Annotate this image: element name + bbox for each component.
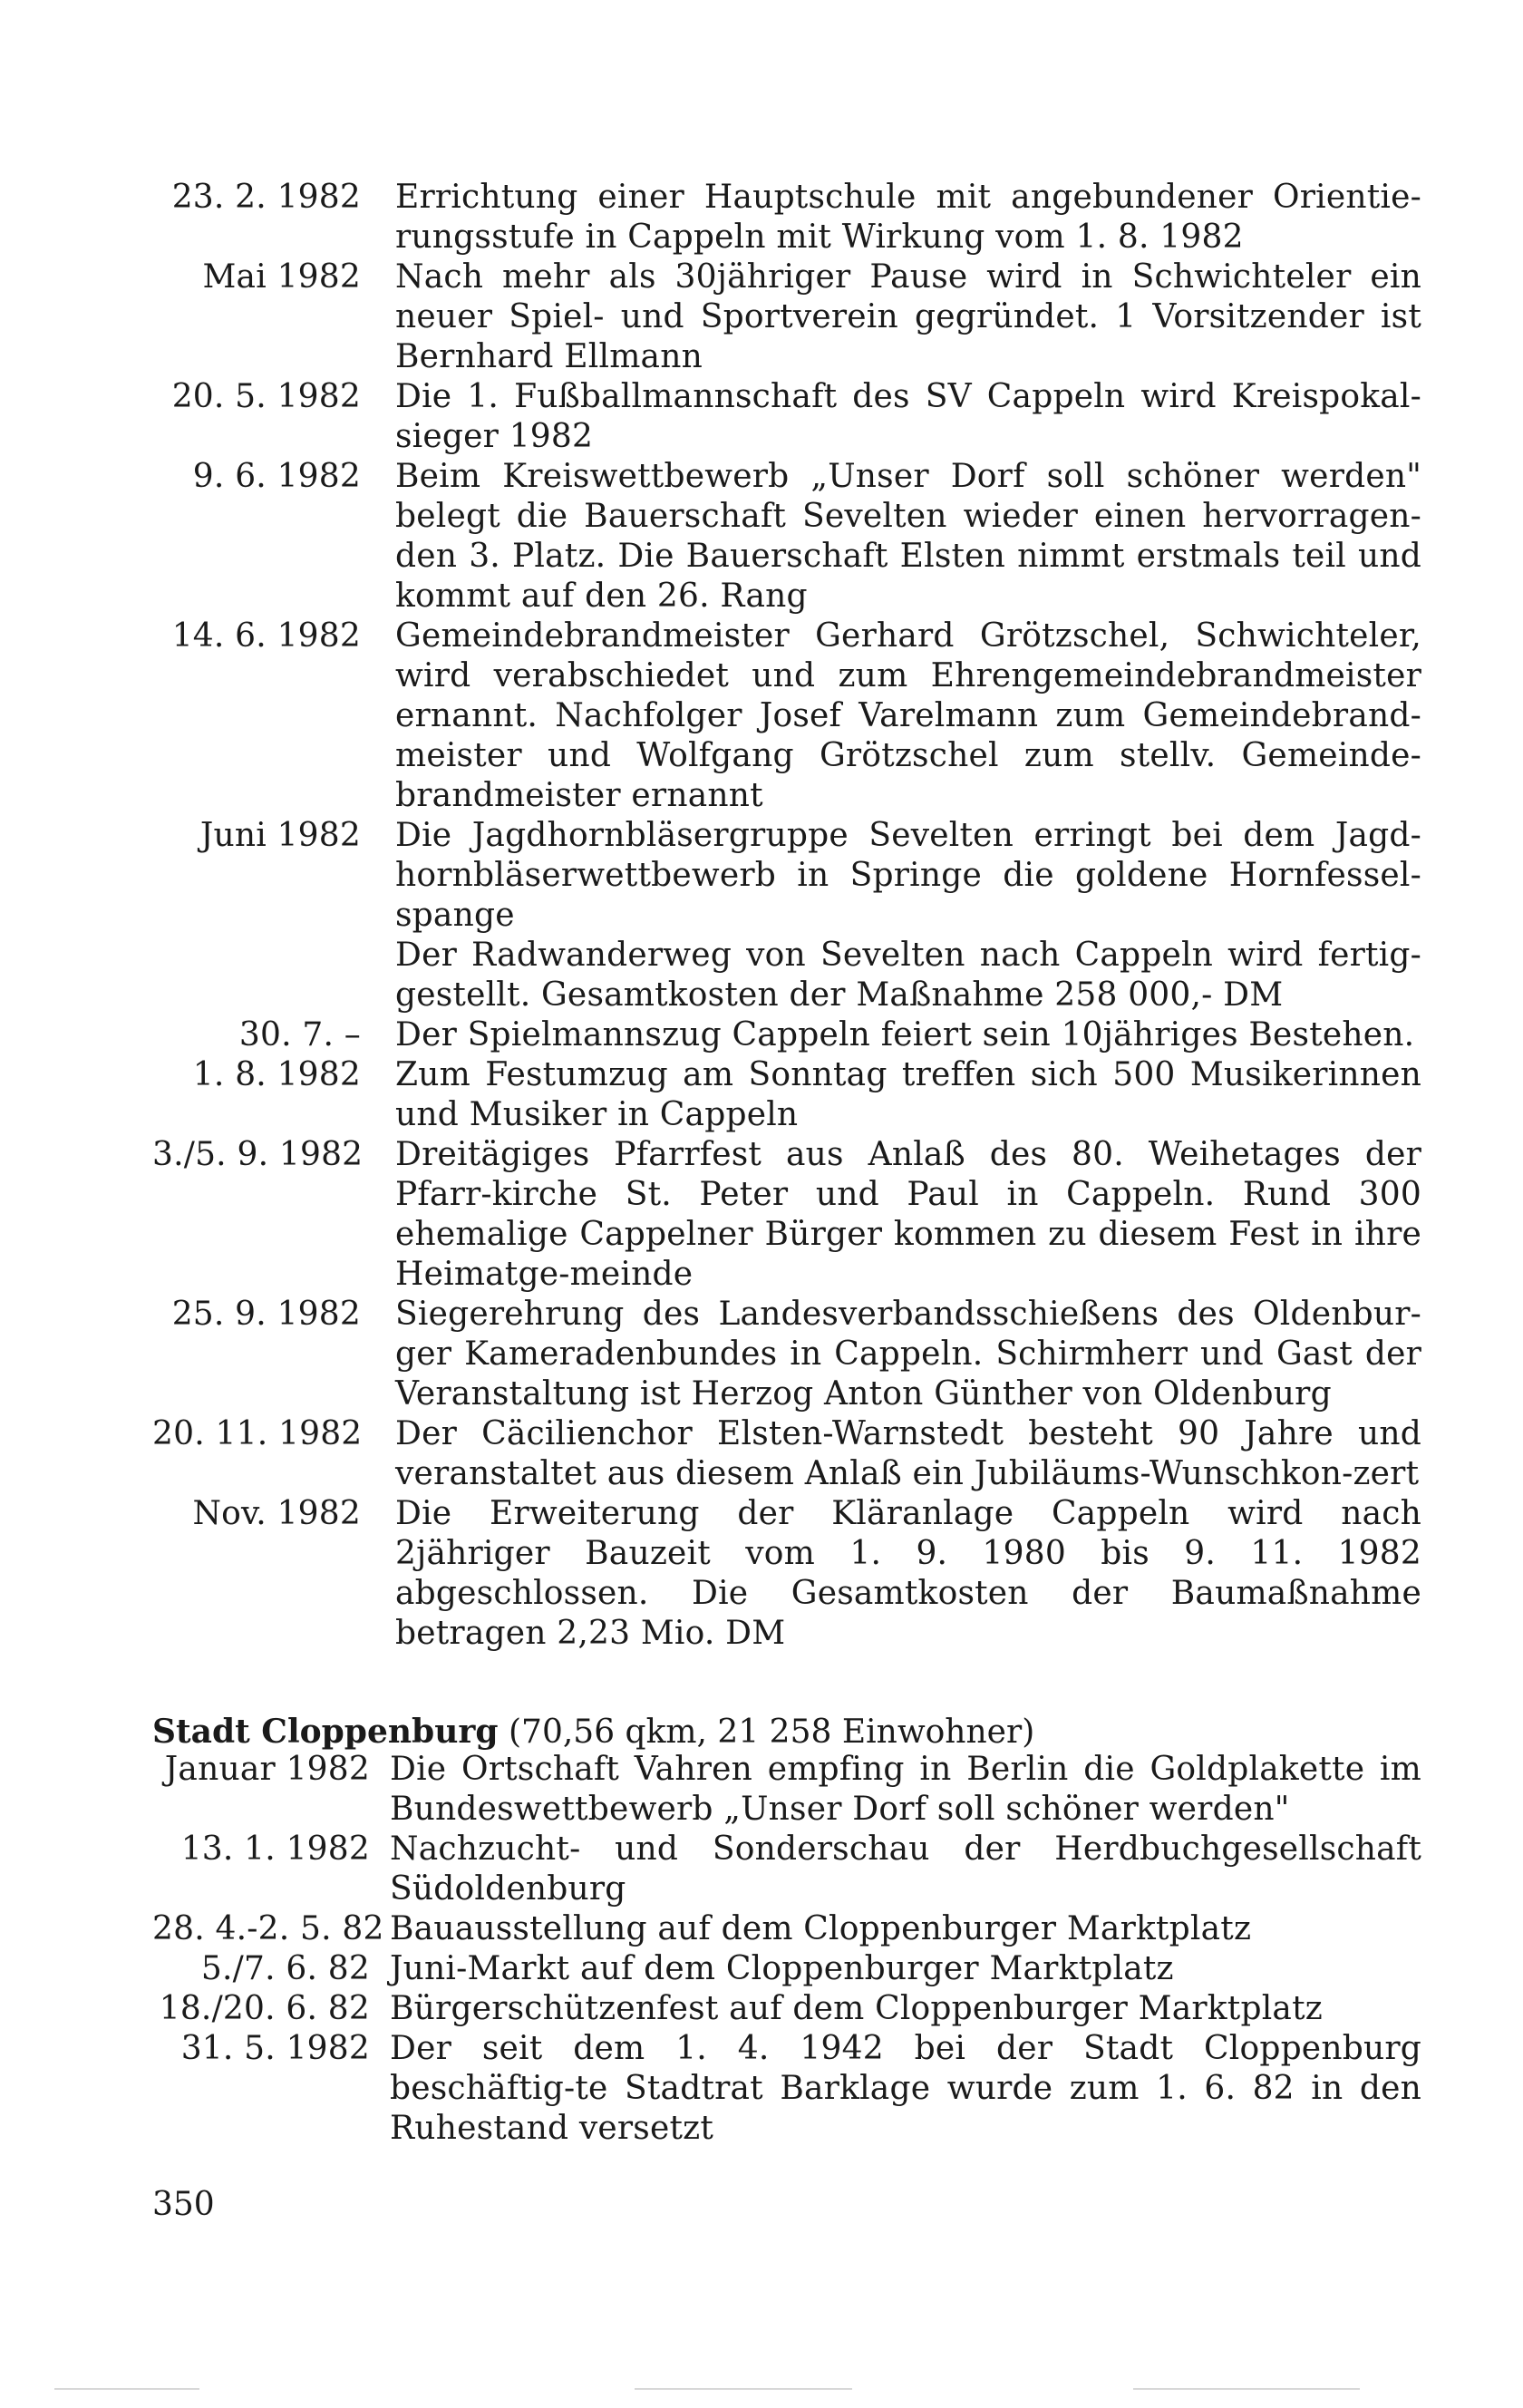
chronicle-entry — [152, 178, 1421, 257]
section-heading — [152, 1712, 1034, 1753]
section-heading-details: (70,56 qkm, 21 258 Einwohner) — [509, 1714, 1035, 1751]
entry-date: Juni 1982 — [199, 817, 361, 854]
entry-date: 20. 11. 1982 — [152, 1415, 363, 1452]
entry-text: Zum Festumzug am Sonntag treffen sich 500 Musikerinnen und Musiker in Cappeln — [395, 1056, 1421, 1133]
entry-text: Dreitägiges Pfarrfest aus Anlaß des 80. Weihetages der Pfarr-kirche St. Peter und Paul in Cappeln. Rund 300 ehemalige Cappelner Bürger kommen zu diesem Fest in ihre Heimatge-meinde — [395, 1136, 1421, 1293]
entry-text: Juni-Markt auf dem Cloppenburger Marktplatz — [390, 1950, 1174, 1987]
page-number: 350 — [152, 2186, 215, 2223]
entry-text: Bauausstellung auf dem Cloppenburger Marktplatz — [390, 1910, 1252, 1947]
chronicle-entry — [152, 1414, 1421, 1494]
entry-text: Der seit dem 1. 4. 1942 bei der Stadt Cloppenburg beschäftig-te Stadtrat Barklage wurde zum 1. 6. 82 in den Ruhestand versetzt — [390, 2030, 1421, 2147]
entry-date: 28. 4.-2. 5. 82 — [152, 1910, 384, 1947]
chronicle-entry — [152, 1494, 1421, 1654]
chronicle-list-cloppenburg — [152, 1750, 1421, 2149]
entry-text: Nachzucht- und Sonderschau der Herdbuchgesellschaft Südoldenburg — [390, 1830, 1421, 1908]
entry-date: 25. 9. 1982 — [171, 1296, 361, 1333]
scan-edge-rule — [1133, 2388, 1360, 2390]
entry-date: 18./20. 6. 82 — [159, 1990, 370, 2027]
chronicle-entry — [152, 1015, 1421, 1055]
entry-text: Siegerehrung des Landesverbandsschießens des Oldenbur-ger Kameradenbundes in Cappeln. Schirmherr und Gast der Veranstaltung ist Herzog Anton Günther von Oldenburg — [395, 1296, 1421, 1413]
entry-text: Bürgerschützenfest auf dem Cloppenburger Marktplatz — [390, 1990, 1323, 2027]
entry-date: 5./7. 6. 82 — [200, 1950, 370, 1987]
scan-edge-rule — [54, 2388, 199, 2390]
chronicle-list-cappeln — [152, 178, 1421, 1654]
entry-text: Die Ortschaft Vahren empfing in Berlin die Goldplakette im Bundeswettbewerb „Unser Dorf soll schöner werden" — [390, 1751, 1421, 1828]
entry-text: Der Radwanderweg von Sevelten nach Cappeln wird fertig-gestellt. Gesamtkosten der Maßnahme 258 000,- DM — [395, 937, 1421, 1014]
entry-date: 3./5. 9. 1982 — [152, 1136, 364, 1173]
entry-text: Die Erweiterung der Kläranlage Cappeln wird nach 2jähriger Bauzeit vom 1. 9. 1980 bis 9. 11. 1982 abgeschlossen. Die Gesamtkosten der Baumaßnahme betragen 2,23 Mio. DM — [395, 1495, 1421, 1652]
chronicle-entry — [152, 1949, 1421, 1989]
chronicle-entry — [152, 1989, 1421, 2029]
entry-date: 30. 7. – — [238, 1016, 361, 1054]
chronicle-entry — [152, 1055, 1421, 1135]
entry-date: 31. 5. 1982 — [180, 2030, 370, 2067]
entry-date: 14. 6. 1982 — [171, 617, 361, 655]
entry-text: Die Jagdhornbläsergruppe Sevelten erringt bei dem Jagd-hornbläserwettbewerb in Springe die goldene Hornfessel-spange — [395, 817, 1421, 934]
entry-date: Januar 1982 — [164, 1751, 370, 1788]
section-heading-name: Stadt Cloppenburg — [152, 1713, 499, 1751]
chronicle-entry — [152, 2029, 1421, 2149]
chronicle-entry — [152, 1295, 1421, 1414]
chronicle-entry — [152, 1909, 1421, 1949]
chronicle-entry — [152, 257, 1421, 377]
chronicle-entry — [152, 377, 1421, 457]
entry-date: Mai 1982 — [202, 258, 361, 296]
entry-text: Gemeindebrandmeister Gerhard Grötzschel, Schwichteler, wird verabschiedet und zum Ehrengemeindebrandmeister ernannt. Nachfolger Josef Varelmann zum Gemeindebrand-meister und Wolfgang Grötzschel zum stellv. Gemeinde-brandmeister ernannt — [395, 617, 1421, 814]
entry-date: 9. 6. 1982 — [192, 458, 361, 495]
entry-text: Die 1. Fußballmannschaft des SV Cappeln wird Kreispokal-sieger 1982 — [395, 378, 1421, 455]
entry-date: 20. 5. 1982 — [171, 378, 361, 415]
chronicle-entry — [152, 617, 1421, 816]
chronicle-entry — [152, 1135, 1421, 1295]
entry-date: 13. 1. 1982 — [180, 1830, 370, 1868]
chronicle-entry — [152, 936, 1421, 1015]
chronicle-entry — [152, 1830, 1421, 1909]
entry-date: 23. 2. 1982 — [171, 179, 361, 216]
scan-edge-rule — [635, 2388, 852, 2390]
entry-text: Der Cäcilienchor Elsten-Warnstedt besteht 90 Jahre und veranstaltet aus diesem Anlaß ein Jubiläums-Wunschkon-zert — [395, 1415, 1421, 1492]
entry-text: Der Spielmannszug Cappeln feiert sein 10jähriges Bestehen. — [395, 1016, 1415, 1054]
chronicle-entry — [152, 1750, 1421, 1830]
entry-text: Errichtung einer Hauptschule mit angebundener Orientie-rungsstufe in Cappeln mit Wirkung vom 1. 8. 1982 — [395, 179, 1421, 256]
entry-date: Nov. 1982 — [192, 1495, 361, 1532]
entry-text: Nach mehr als 30jähriger Pause wird in Schwichteler ein neuer Spiel- und Sportverein gegründet. 1 Vorsitzender ist Bernhard Ellmann — [395, 258, 1421, 375]
chronicle-entry — [152, 816, 1421, 936]
chronicle-entry — [152, 457, 1421, 617]
entry-date: 1. 8. 1982 — [192, 1056, 361, 1093]
entry-text: Beim Kreiswettbewerb „Unser Dorf soll schöner werden" belegt die Bauerschaft Sevelten wieder einen hervorragen-den 3. Platz. Die Bauerschaft Elsten nimmt erstmals teil und kommt auf den 26. Rang — [395, 458, 1421, 615]
